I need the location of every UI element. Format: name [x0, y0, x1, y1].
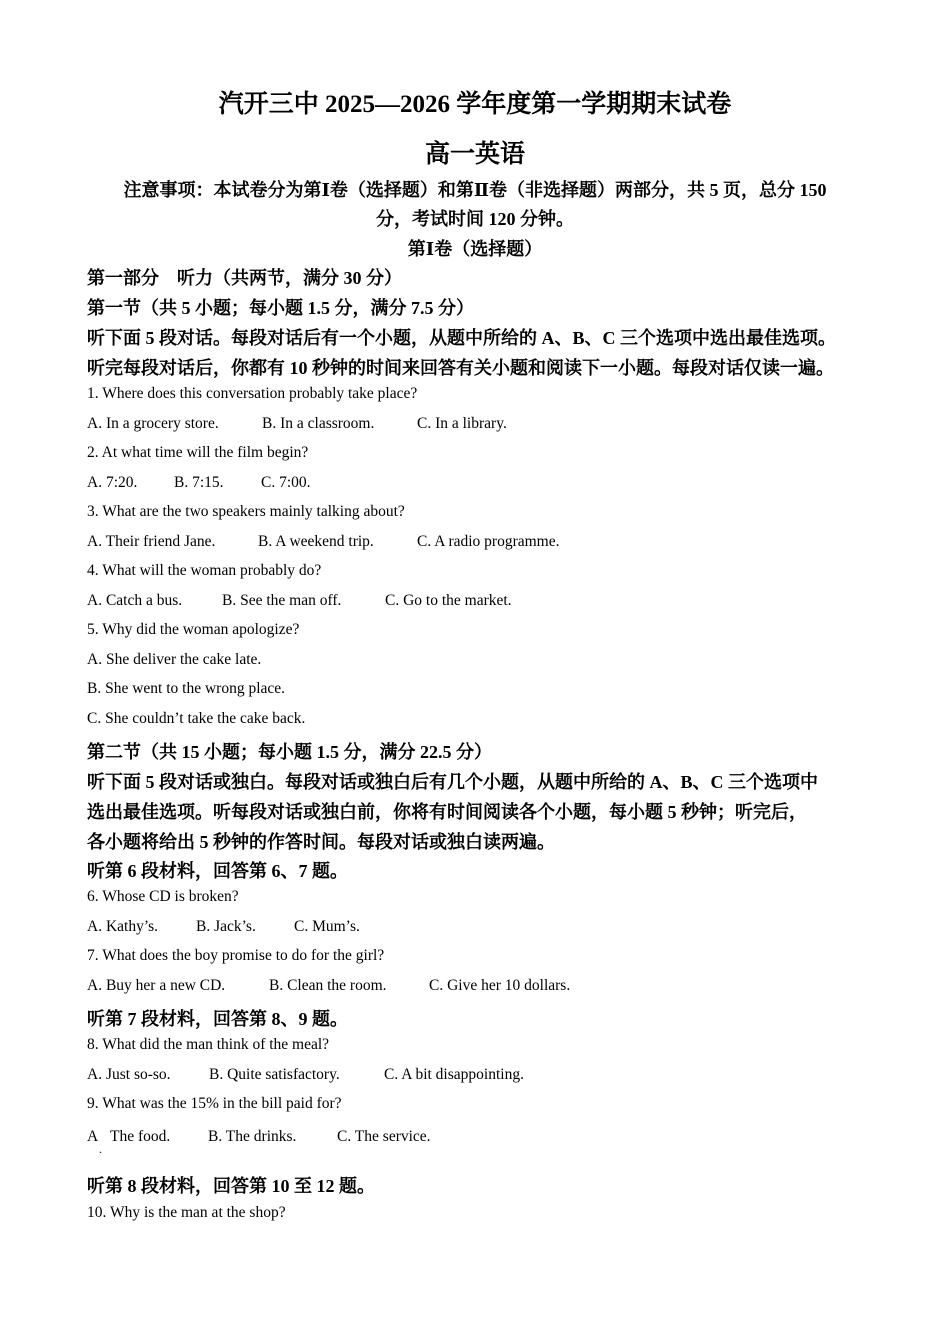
section-2-instruction-3: 各小题将给出 5 秒钟的作答时间。每段对话或独白读两遍。	[87, 832, 555, 852]
section-2-instruction-1: 听下面 5 段对话或独白。每段对话或独白后有几个小题，从题中所给的 A、B、C 三个选项中	[87, 772, 818, 792]
question-3-option-b: B. A weekend trip.	[258, 533, 374, 550]
stray-dot: .	[99, 1142, 102, 1156]
question-4: 4. What will the woman probably do?	[87, 562, 322, 579]
question-6-option-c: C. Mum’s.	[294, 918, 360, 935]
question-1-option-c: C. In a library.	[417, 415, 507, 432]
question-9-option-c: C. The service.	[337, 1128, 431, 1145]
question-5-option-b: B. She went to the wrong place.	[87, 680, 286, 697]
question-7-option-a: A. Buy her a new CD.	[87, 977, 226, 994]
question-8: 8. What did the man think of the meal?	[87, 1036, 330, 1053]
question-1-option-a: A. In a grocery store.	[87, 415, 219, 432]
question-8-option-a: A. Just so-so.	[87, 1066, 171, 1083]
question-2-option-b: B. 7:15.	[174, 474, 224, 491]
question-7-option-c: C. Give her 10 dollars.	[429, 977, 571, 994]
question-8-option-c: C. A bit disappointing.	[384, 1066, 524, 1083]
question-5-option-c: C. She couldn’t take the cake back.	[87, 710, 306, 727]
question-6: 6. Whose CD is broken?	[87, 888, 239, 905]
question-2-option-c: C. 7:00.	[261, 474, 311, 491]
question-7: 7. What does the boy promise to do for the girl?	[87, 947, 385, 964]
question-1-option-b: B. In a classroom.	[262, 415, 375, 432]
part-1-heading: 第一部分 听力（共两节，满分 30 分）	[87, 268, 402, 288]
subject-title: 高一英语	[424, 141, 525, 168]
question-6-option-a: A. Kathy’s.	[87, 918, 159, 935]
question-8-option-b: B. Quite satisfactory.	[209, 1066, 340, 1083]
material-6-heading: 听第 6 段材料，回答第 6、7 题。	[87, 861, 348, 881]
question-7-option-b: B. Clean the room.	[269, 977, 387, 994]
question-2-option-a: A. 7:20.	[87, 474, 138, 491]
question-6-option-b: B. Jack’s.	[196, 918, 256, 935]
section-2-heading: 第二节（共 15 小题；每小题 1.5 分，满分 22.5 分）	[87, 742, 492, 762]
question-9-option-b: B. The drinks.	[208, 1128, 297, 1145]
question-10: 10. Why is the man at the shop?	[87, 1204, 286, 1221]
question-9-option-a: The food.	[110, 1128, 171, 1145]
notice-line-2: 分，考试时间 120 分钟。	[376, 209, 574, 229]
notice-line-1: 注意事项：本试卷分为第Ⅰ卷（选择题）和第Ⅱ卷（非选择题）两部分，共 5 页，总分 150	[123, 180, 827, 200]
question-9: 9. What was the 15% in the bill paid for?	[87, 1095, 342, 1112]
question-3-option-c: C. A radio programme.	[417, 533, 560, 550]
material-7-heading: 听第 7 段材料，回答第 8、9 题。	[87, 1009, 348, 1029]
question-4-option-a: A. Catch a bus.	[87, 592, 183, 609]
question-1: 1. Where does this conversation probably take place?	[87, 385, 418, 402]
question-4-option-b: B. See the man off.	[222, 592, 342, 609]
exam-title: 汽开三中 2025—2026 学年度第一学期期末试卷	[218, 91, 732, 118]
section-1-heading: 第一节（共 5 小题；每小题 1.5 分，满分 7.5 分）	[87, 298, 474, 318]
question-5-option-a: A. She deliver the cake late.	[87, 651, 262, 668]
question-5: 5. Why did the woman apologize?	[87, 621, 300, 638]
section-1-instruction-1: 听下面 5 段对话。每段对话后有一个小题，从题中所给的 A、B、C 三个选项中选出最佳选项。	[87, 328, 836, 348]
question-3-option-a: A. Their friend Jane.	[87, 533, 216, 550]
section-2-instruction-2: 选出最佳选项。听每段对话或独白前，你将有时间阅读各个小题，每小题 5 秒钟；听完后，	[87, 802, 807, 822]
question-9-option-a-letter: A	[87, 1128, 99, 1145]
question-3: 3. What are the two speakers mainly talking about?	[87, 503, 405, 520]
question-4-option-c: C. Go to the market.	[385, 592, 512, 609]
volume-1-heading: 第Ⅰ卷（选择题）	[407, 239, 543, 259]
material-8-heading: 听第 8 段材料，回答第 10 至 12 题。	[87, 1176, 375, 1196]
section-1-instruction-2: 听完每段对话后，你都有 10 秒钟的时间来回答有关小题和阅读下一小题。每段对话仅读一遍。	[87, 358, 834, 378]
question-2: 2. At what time will the film begin?	[87, 444, 309, 461]
